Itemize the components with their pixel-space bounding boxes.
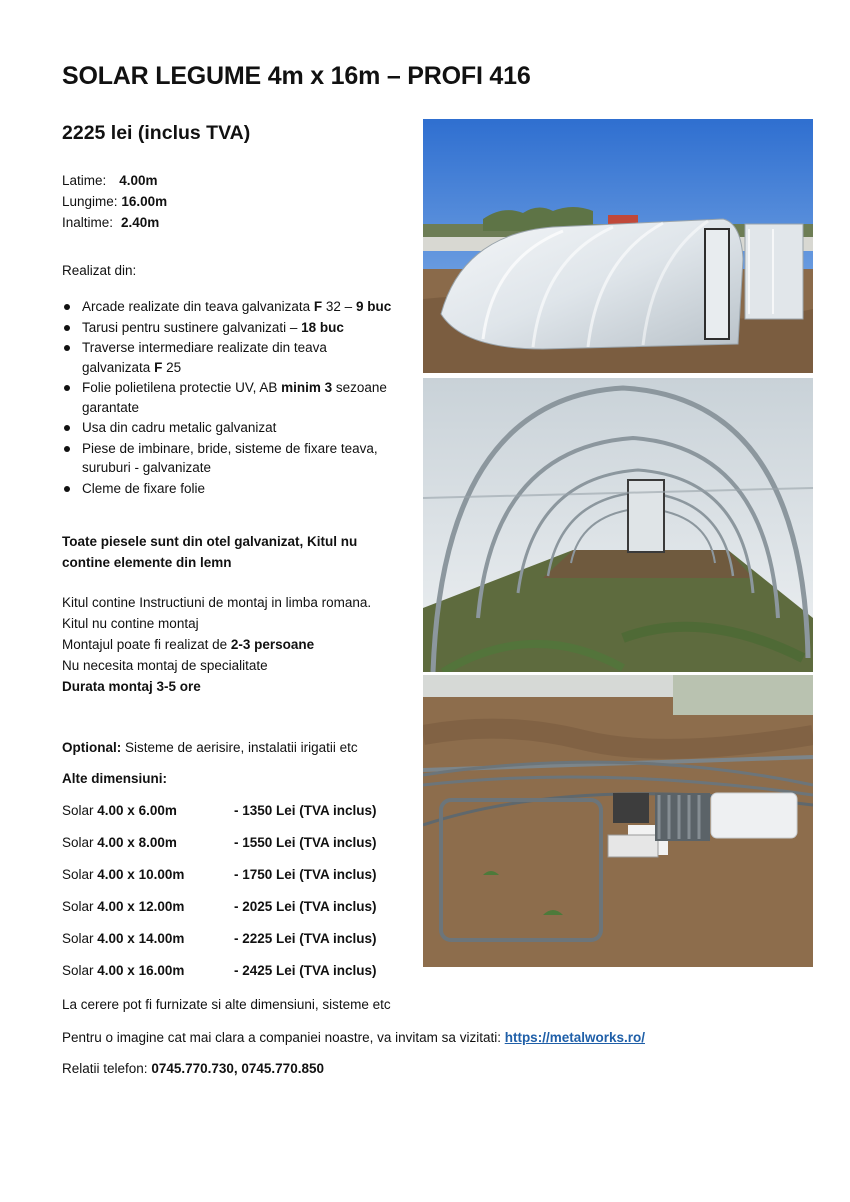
size-price: - 1350 Lei (TVA inclus) (234, 803, 377, 818)
galvanized-note: Toate piesele sunt din otel galvanizat, Kitul nu contine elemente din lemn (62, 534, 358, 570)
assembly-info (62, 592, 371, 697)
size-price: - 2425 Lei (TVA inclus) (234, 963, 377, 978)
website-text: Pentru o imagine cat mai clara a companiei noastre, va invitam sa vizitati: (62, 1030, 505, 1045)
phone-label: Relatii telefon: (62, 1061, 152, 1076)
assembly-line: Montajul poate fi realizat de 2-3 persoane (62, 637, 315, 652)
dimension-label: Inaltime: (62, 215, 114, 230)
dimension-width (62, 170, 167, 191)
size-row: Solar 4.00 x 14.00m - 2225 Lei (TVA inclus) (62, 931, 377, 946)
size-row: Solar 4.00 x 12.00m - 2025 Lei (TVA inclus) (62, 899, 377, 914)
list-item: Cleme de fixare folie (62, 479, 412, 499)
optional-label: Optional: (62, 740, 122, 755)
size-row: Solar 4.00 x 6.00m - 1350 Lei (TVA inclus) (62, 803, 377, 818)
assembly-line: Nu necesita montaj de specialitate (62, 658, 268, 673)
dimension-value: 2.40m (121, 215, 160, 230)
optional-text: Sisteme de aerisire, instalatii irigatii etc (121, 740, 358, 755)
made-from-label: Realizat din: (62, 263, 137, 278)
dimension-label: Latime: (62, 173, 107, 188)
kit-parts-photo (423, 675, 813, 967)
page-title: SOLAR LEGUME 4m x 16m – PROFI 416 (62, 62, 531, 90)
list-item: Folie polietilena protectie UV, AB minim 3 sezoane garantate (62, 378, 412, 417)
website-line (62, 1030, 645, 1045)
other-sizes-label: Alte dimensiuni: (62, 771, 168, 786)
assembly-line: Kitul contine Instructiuni de montaj in limba romana. (62, 595, 372, 610)
components-list (62, 297, 412, 499)
dimension-height (62, 212, 167, 233)
size-price: - 1550 Lei (TVA inclus) (234, 835, 377, 850)
size-price: - 2025 Lei (TVA inclus) (234, 899, 377, 914)
phone-numbers: 0745.770.730, 0745.770.850 (151, 1061, 324, 1076)
price-heading: 2225 lei (inclus TVA) (62, 122, 251, 144)
list-item: Piese de imbinare, bride, sisteme de fixare teava, suruburi - galvanizate (62, 439, 412, 478)
list-item: Usa din cadru metalic galvanizat (62, 418, 412, 438)
sizes-table (62, 803, 422, 995)
assembly-duration: Durata montaj 3-5 ore (62, 679, 201, 694)
list-item: Arcade realizate din teava galvanizata F 32 – 9 buc (62, 297, 412, 317)
on-request-note: La cerere pot fi furnizate si alte dimensiuni, sisteme etc (62, 997, 391, 1012)
website-link[interactable]: https://metalworks.ro/ (504, 1030, 645, 1045)
size-row: Solar 4.00 x 16.00m - 2425 Lei (TVA inclus) (62, 963, 377, 978)
size-row: Solar 4.00 x 8.00m - 1550 Lei (TVA inclus) (62, 835, 377, 850)
assembly-line: Kitul nu contine montaj (62, 616, 199, 631)
list-item: Traverse intermediare realizate din teava galvanizata F 25 (62, 338, 362, 377)
greenhouse-interior-photo (423, 378, 813, 672)
size-price: - 1750 Lei (TVA inclus) (234, 867, 377, 882)
greenhouse-exterior-photo (423, 119, 813, 373)
size-row: Solar 4.00 x 10.00m - 1750 Lei (TVA inclus) (62, 867, 377, 882)
optional-line (62, 740, 358, 755)
dimension-length (62, 191, 167, 212)
dimension-value: 4.00m (119, 173, 158, 188)
phone-line (62, 1061, 324, 1076)
dimension-value: 16.00m (121, 194, 168, 209)
list-item: Tarusi pentru sustinere galvanizati – 18 buc (62, 318, 412, 338)
size-price: - 2225 Lei (TVA inclus) (234, 931, 377, 946)
dimensions-block (62, 170, 167, 233)
dimension-label: Lungime: (62, 194, 118, 209)
